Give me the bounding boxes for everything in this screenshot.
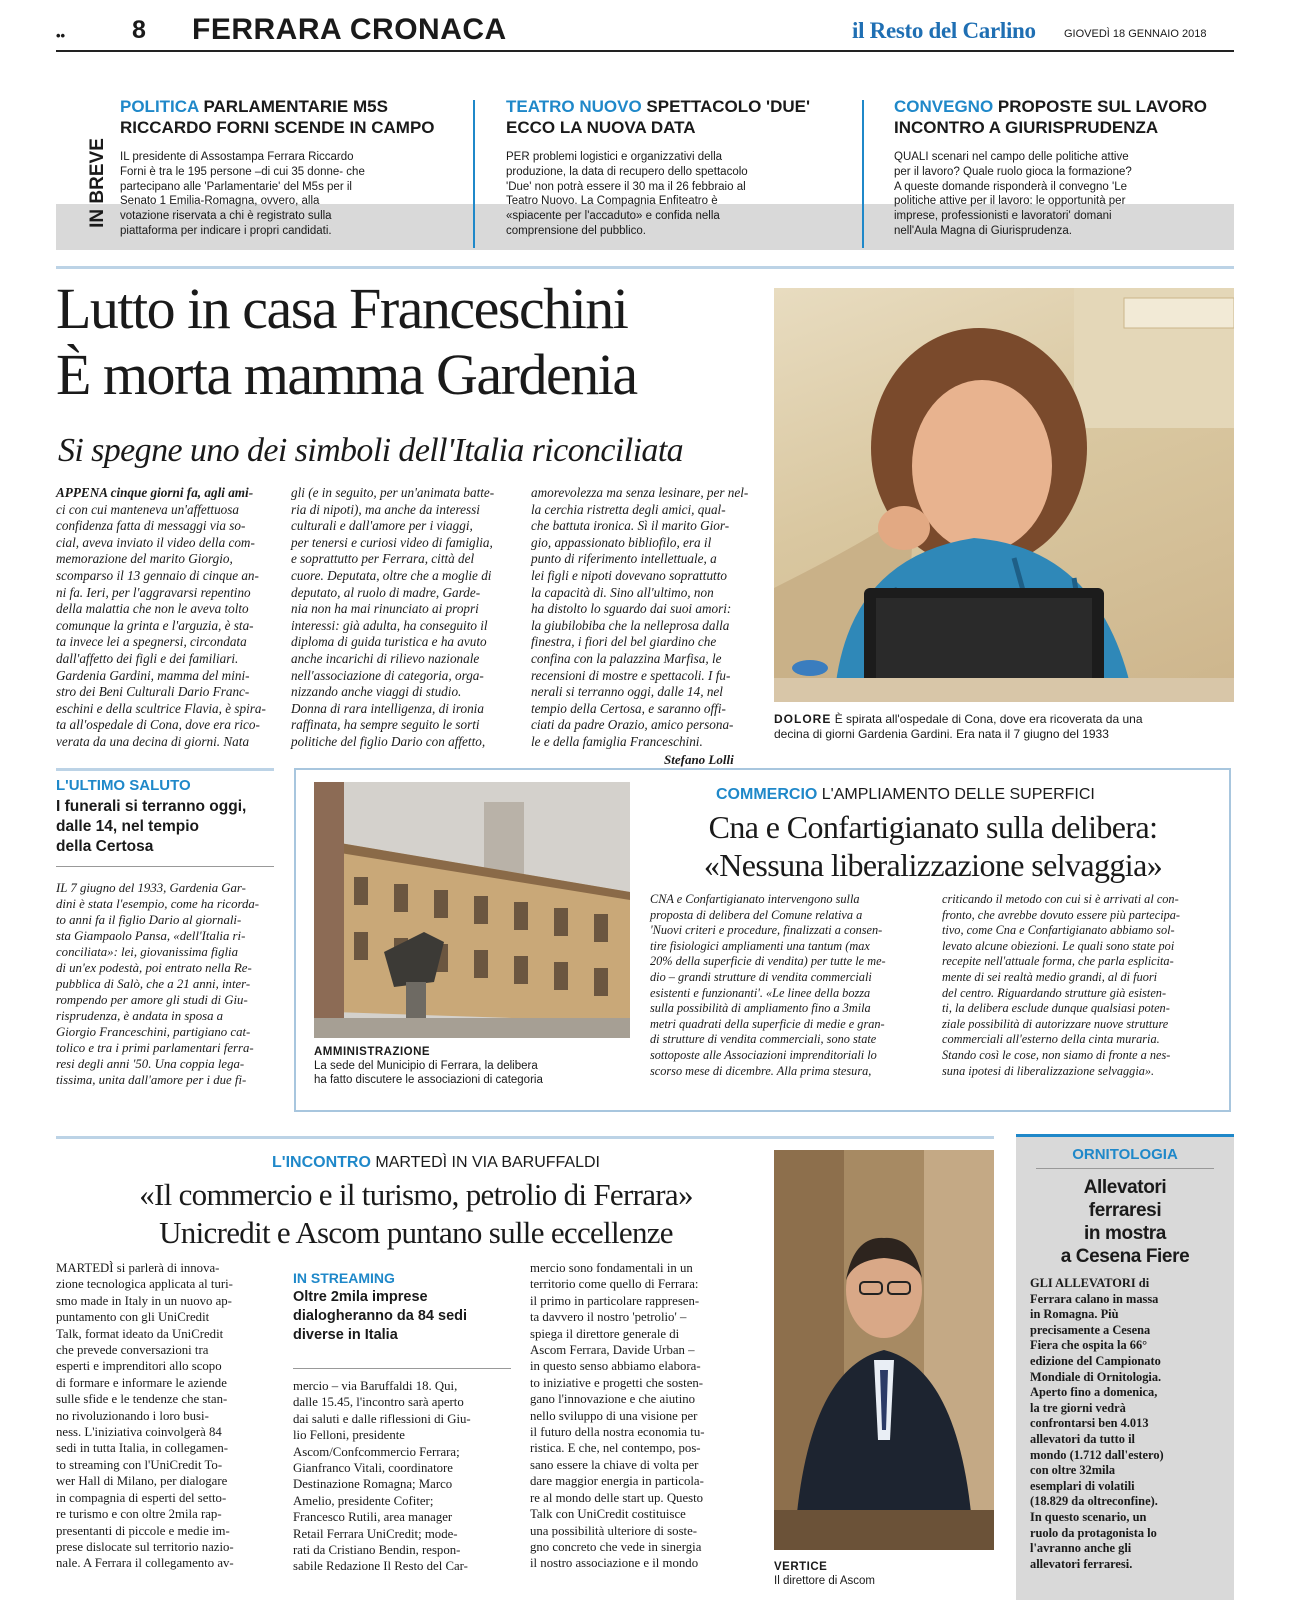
text-line: confina con la palazzina Marfisa, le [531, 650, 722, 666]
text-line: commerciali all'esterno della cinta muraria. [942, 1032, 1160, 1047]
photo-caption [774, 1560, 994, 1588]
main-headline-line: È morta mamma Gardenia [56, 342, 637, 407]
in-breve-divider [862, 100, 864, 248]
text-line: Gardenia Gardini, mamma del mini- [56, 667, 250, 683]
sidebar-title-line: della Certosa [56, 838, 154, 855]
brief-line: 'Due' non potrà essere il 30 ma il 26 febbraio al [506, 180, 746, 193]
brief-teatro [506, 96, 856, 239]
text-line: punto di riferimento intellettuale, a [531, 551, 717, 567]
text-line: cial, aveva inviato il video della com- [56, 534, 255, 550]
text-line: allevatori da tutto il [1030, 1431, 1135, 1446]
text-line: che prevede conversazioni tra [56, 1343, 209, 1358]
photo-caption [314, 1045, 634, 1087]
brief-line: per il lavoro? Quale ruolo gioca la formazione? [894, 165, 1132, 178]
brief-title: PROPOSTE SUL LAVORO [997, 97, 1207, 116]
section-rule [56, 266, 1234, 269]
text-line: (18.829 da oltreconfine). [1030, 1494, 1158, 1509]
caption-text: La sede del Municipio di Ferrara, la delibera [314, 1060, 538, 1072]
section-title: FERRARA CRONACA [192, 13, 507, 46]
caption-label: VERTICE [774, 1561, 828, 1573]
kicker-label: COMMERCIO [716, 786, 818, 803]
text-line: IL 7 giugno del 1933, Gardenia Gar- [56, 881, 246, 895]
headline-line: «Il commercio e il turismo, petrolio di Ferrara» [139, 1177, 693, 1212]
text-line: eschini e della scultrice Flavia, è spira- [56, 700, 266, 716]
text-line: ha distolto lo sguardo dai suoi amori: [531, 601, 732, 617]
brief-line: partecipano alle 'Parlamentarie' del M5s per il [120, 180, 352, 193]
text-line: recensioni di mostre e spettacoli. I fu- [531, 667, 731, 683]
streaming-box [293, 1270, 513, 1366]
commercio-column-1 [650, 892, 928, 1079]
sidebar-title [56, 797, 246, 857]
text-line: smo made in Italy in un nuovo ap- [56, 1293, 232, 1308]
photo-caption [774, 712, 1234, 742]
text-line: nerali si terranno oggi, dalle 14, nel [531, 684, 723, 700]
text-line: Talk con UniCredit costituisce [530, 1507, 686, 1522]
text-line: ni fa. Ieri, per l'aggravarsi repentino [56, 584, 251, 600]
text-line: levato alcune obiezioni. Le quali sono state poi [942, 938, 1175, 953]
text-line: zione tecnologica applicata al turi- [56, 1277, 233, 1292]
brief-title: PARLAMENTARIE M5S [203, 97, 388, 116]
text-line: ta davvero il nostro 'petrolio' – [530, 1310, 687, 1325]
newspaper-logo: il Resto del Carlino [852, 18, 1036, 43]
box-kicker: IN STREAMING [293, 1270, 395, 1286]
ornitologia-title [1016, 1176, 1234, 1268]
text-line: puntamento con gli UniCredit [56, 1310, 210, 1325]
text-line: resi degli anni '50. Una coppia lega- [56, 1057, 245, 1071]
text-line: cuore. Deputata, oltre che a moglie di [291, 567, 492, 583]
text-line: 20% della superficie di vendita) per tutte le me- [650, 954, 886, 969]
box-title-line: dialogheranno da 84 sedi [293, 1308, 468, 1324]
text-line: recepite nell'attuale forma, che parla esplicita- [942, 954, 1174, 969]
text-line: raffinata, ha sempre seguito le sorti [291, 717, 480, 733]
text-line: re al mondo delle start up. Questo [530, 1490, 704, 1505]
brief-line: nell'Aula Magna di Giurisprudenza. [894, 224, 1072, 237]
incontro-kicker [56, 1154, 816, 1172]
text-line: lio Felloni, presidente [293, 1428, 405, 1443]
section-rule [56, 1136, 994, 1139]
brief-line: comprensione del pubblico. [506, 224, 647, 237]
text-line: Mondiale di Ornitologia. [1030, 1369, 1162, 1384]
text-line: la tre giorni vedrà [1030, 1400, 1126, 1415]
kicker-text: L'AMPLIAMENTO DELLE SUPERFICI [821, 786, 1095, 803]
commercio-headline [648, 808, 1218, 884]
brief-kicker: TEATRO NUOVO [506, 97, 642, 116]
text-line: ness. L'iniziativa coinvolgerà 84 [56, 1425, 222, 1440]
text-line: in Romagna. Più [1030, 1307, 1119, 1322]
text-line: confrontarsi ben 4.013 [1030, 1416, 1149, 1431]
text-line: sottoposte alle Associazioni imprenditoriali lo [650, 1047, 877, 1062]
text-line: Gianfranco Vitali, coordinatore [293, 1461, 453, 1476]
text-line: ta invece lei a spegnersi, circondata [56, 634, 247, 650]
text-line: sabile Redazione Il Resto del Car- [293, 1559, 468, 1574]
text-line: ziale possibilità di autorizzare nuove strutture [942, 1016, 1169, 1031]
text-line: rompendo per amore gli studi di Giu- [56, 993, 248, 1007]
text-line: ruolo da protagonista lo [1030, 1525, 1157, 1540]
headline-line: «Nessuna liberalizzazione selvaggia» [703, 847, 1163, 883]
main-column-1 [56, 485, 274, 751]
text-line: gno concreto che vede in sinergia [530, 1539, 702, 1554]
text-line: la capacità di. Sino all'ultimo, non [531, 584, 714, 600]
issue-date: GIOVEDÌ 18 GENNAIO 2018 [1064, 28, 1207, 40]
main-column-2 [291, 485, 513, 751]
page-corner-mark: •• [56, 28, 66, 43]
text-line: gio, appassionato bibliofilo, era il [531, 534, 712, 550]
text-line: tissima, unita dall'amore per i due fi- [56, 1073, 247, 1087]
portrait-photo [774, 288, 1234, 702]
text-line: dio – grandi strutture di vendita commerciali [650, 969, 872, 984]
headline-line: Unicredit e Ascom puntano sulle eccellenze [159, 1215, 673, 1250]
text-line: mente di sei realtà medio grandi, al di fuori [942, 969, 1158, 984]
text-line: APPENA cinque giorni fa, agli ami- [56, 485, 254, 500]
text-line: il nostro associazione e il mondo [530, 1556, 699, 1571]
text-line: proposta di delibera del Comune relativa a [650, 907, 863, 922]
text-line: tempio della Certosa, e saranno offi- [531, 700, 726, 716]
brief-kicker: CONVEGNO [894, 97, 994, 116]
text-line: l'avranno anche gli [1030, 1541, 1132, 1556]
text-line: nello sviluppo di una visione per [530, 1408, 698, 1423]
text-line: nizzando anche viaggi di studio. [291, 684, 462, 700]
text-line: politiche del figlio Dario con affetto, [291, 733, 486, 749]
text-line: GLI ALLEVATORI di [1030, 1276, 1150, 1290]
text-line: wer Hall di Milano, per dialogare [56, 1474, 228, 1489]
text-line: Aperto fino a domenica, [1030, 1385, 1158, 1400]
text-line: presentanti di piccole e medie im- [56, 1523, 230, 1538]
sidebar-rule [56, 866, 274, 867]
text-line: una possibilità ulteriore di soste- [530, 1523, 698, 1538]
kicker-label: L'INCONTRO [272, 1154, 371, 1171]
brief-line: A queste domande risponderà il convegno 'Le [894, 180, 1127, 193]
municipio-illustration [314, 782, 630, 1038]
brief-kicker: POLITICA [120, 97, 199, 116]
text-line: esemplari di volatili [1030, 1478, 1135, 1493]
caption-label: AMMINISTRAZIONE [314, 1046, 431, 1058]
vertice-illustration [774, 1150, 994, 1550]
text-line: Ascom/Confcommercio Ferrara; [293, 1444, 460, 1459]
text-line: culturali e dall'amore per i viaggi, [291, 518, 473, 534]
text-line: ria di nipoti), ma anche da interessi [291, 501, 480, 517]
text-line: scomparso il 13 gennaio di cinque an- [56, 567, 259, 583]
text-line: esistenti e funzionanti'. «Le linee della bozza [650, 985, 871, 1000]
text-line: dare maggior energia in particola- [530, 1474, 704, 1489]
text-line: ti, la delibera esclude dunque qualsiasi poten- [942, 1001, 1170, 1016]
text-line: Retail Ferrara UniCredit; mode- [293, 1526, 458, 1541]
text-line: sta Giampaolo Pansa, «dell'Italia ri- [56, 929, 246, 943]
text-line: memorazione del marito Giorgio, [56, 551, 233, 567]
brief-line: produzione, la data di recupero dello spettacolo [506, 165, 748, 178]
text-line: deputato, al ruolo di madre, Garde- [291, 584, 481, 600]
title-line: a Cesena Fiere [1060, 1246, 1190, 1267]
text-line: 'Nuovi criteri e procedure, finalizzati a consen- [650, 923, 883, 938]
text-line: Ascom Ferrara, Davide Urban – [530, 1343, 695, 1358]
text-line: Francesco Rutili, area manager [293, 1510, 453, 1525]
box-title-line: diverse in Italia [293, 1327, 398, 1343]
sidebar-title-line: I funerali si terranno oggi, [56, 798, 247, 815]
brief-line: IL presidente di Assostampa Ferrara Riccardo [120, 151, 354, 163]
text-line: della malattia che non le aveva tolto [56, 601, 249, 617]
brief-line: Senato 1 Emilia-Romagna, ovvero, alla [120, 195, 320, 208]
text-line: ta all'ospedale di Cona, dove era rico- [56, 717, 260, 733]
brief-convegno [894, 96, 1239, 239]
text-line: ciati da padre Orazio, amico persona- [531, 717, 734, 733]
caption-text: Il direttore di Ascom [774, 1575, 875, 1587]
text-line: lei figli e nipoti dovevano soprattutto [531, 567, 727, 583]
text-line: mercio – via Baruffaldi 18. Qui, [293, 1379, 458, 1393]
text-line: la cerchia ristretta degli amici, qual- [531, 501, 726, 517]
text-line: ristica. E che, nel contempo, pos- [530, 1441, 701, 1456]
incontro-column-1 [56, 1260, 276, 1572]
text-line: Donna di rara intelligenza, di ironia [291, 700, 484, 716]
brief-line: PER problemi logistici e organizzativi della [506, 151, 723, 163]
byline: Stefano Lolli [664, 752, 734, 767]
text-line: le e della famiglia Franceschini. [531, 733, 703, 749]
text-line: Giorgio Franceschini, partigiano cat- [56, 1025, 251, 1039]
text-line: in compagnia di esperti del setto- [56, 1490, 227, 1505]
text-line: pubblica di Salò, che a 21 anni, inter- [56, 977, 251, 991]
text-line: re turismo e con oltre 2mila rap- [56, 1507, 222, 1522]
incontro-column-3 [530, 1260, 754, 1572]
header-rule [56, 50, 1234, 52]
text-line: che battuta ironica. Sì il marito Gior- [531, 518, 730, 534]
text-line: MARTEDÌ si parlerà di innova- [56, 1261, 220, 1275]
box-title [293, 1288, 513, 1345]
text-line: la giubilobiba che la nelleprosa dalla [531, 617, 730, 633]
text-line: sedi in tutta Italia, in collegamen- [56, 1441, 228, 1456]
text-line: Destinazione Romagna; Marco [293, 1477, 453, 1492]
text-line: nale. A Ferrara il collegamento av- [56, 1556, 234, 1571]
text-line: Ferrara calano in massa [1030, 1291, 1159, 1306]
text-line: Talk, format ideato da UniCredit [56, 1326, 224, 1341]
text-line: dall'affetto dei figli e dei familiari. [56, 650, 239, 666]
section-rule [56, 768, 274, 771]
text-line: il primo in particolare rappresen- [530, 1293, 700, 1308]
text-line: gano l'innovazione e che aiutino [530, 1392, 696, 1407]
caption-text: decina di giorni Gardenia Gardini. Era nata il 7 giugno del 1933 [774, 727, 1109, 741]
text-line: allevatori ferraresi. [1030, 1556, 1133, 1571]
text-line: In questo scenario, un [1030, 1509, 1147, 1524]
caption-text: ha fatto discutere le associazioni di categoria [314, 1074, 543, 1086]
ornitologia-rule [1036, 1168, 1214, 1169]
text-line: nell'associazione di categoria, orga- [291, 667, 484, 683]
brief-title: INCONTRO A GIURISPRUDENZA [894, 118, 1159, 137]
text-line: tire fisiologici ampliamenti una tantum (max [650, 938, 870, 953]
text-line: sano essere la chiave di volta per [530, 1457, 699, 1472]
text-line: fronto, che avrebbe dovuto essere più partecipa- [942, 907, 1181, 922]
text-line: suna ipotesi di liberalizzazione selvaggia». [942, 1063, 1155, 1078]
ornitologia-body [1030, 1276, 1226, 1572]
text-line: il futuro della nostra economia tu- [530, 1425, 705, 1440]
brief-line: piattaforma per indicare i propri candidati. [120, 224, 332, 237]
text-line: to anni fa il figlio Dario al giornali- [56, 913, 242, 927]
ornitologia-top-rule [1016, 1134, 1234, 1137]
text-line: amorevolezza ma senza lesinare, per nel- [531, 485, 749, 500]
text-line: risprudenza, è andata in sposa a [56, 1009, 224, 1023]
text-line: Stando così le cose, non siamo di fronte a nes- [942, 1047, 1171, 1062]
text-line: di formare e informare le aziende [56, 1375, 227, 1390]
title-line: ferraresi [1088, 1200, 1162, 1221]
text-line: mondo (1.712 dall'estero) [1030, 1447, 1164, 1462]
brief-title: ECCO LA NUOVA DATA [506, 118, 696, 137]
text-line: ci con cui manteneva un'affettuosa [56, 501, 240, 517]
text-line: di strutture di vendita commerciali, sono state [650, 1032, 877, 1047]
sidebar-kicker: L'ULTIMO SALUTO [56, 777, 191, 794]
sidebar-title-line: dalle 14, nel tempio [56, 818, 199, 835]
text-line: mercio sono fondamentali in un [530, 1261, 693, 1275]
main-subhead: Si spegne uno dei simboli dell'Italia riconciliata [58, 432, 684, 469]
kicker-text: MARTEDÌ IN VIA BARUFFALDI [375, 1154, 600, 1171]
text-line: verata da una decina di giorni. Nata [56, 733, 250, 749]
brief-line: «spiacente per l'accaduto» e confida nella [506, 210, 720, 223]
text-line: CNA e Confartigianato intervengono sulla [650, 892, 860, 906]
text-line: anche incarichi di rilievo nazionale [291, 650, 480, 666]
caption-text: È spirata all'ospedale di Cona, dove era ricoverata da una [834, 712, 1143, 726]
incontro-headline [46, 1176, 786, 1252]
brief-title: RICCARDO FORNI SCENDE IN CAMPO [120, 118, 435, 137]
text-line: Amelio, presidente Cofiter; [293, 1493, 434, 1508]
text-line: in questo senso abbiamo elabora- [530, 1359, 701, 1374]
text-line: con oltre 32mila [1030, 1463, 1116, 1478]
text-line: Fiera che ospita la 66° [1030, 1338, 1148, 1353]
brief-line: imprese, professionisti e lavoratori' domani [894, 210, 1112, 223]
main-headline-line: Lutto in casa Franceschini [56, 276, 628, 341]
municipio-photo [314, 782, 630, 1038]
incontro-column-2 [293, 1378, 511, 1575]
brief-line: Teatro Nuovo. La Compagnia Enfiteatro è [506, 195, 718, 208]
text-line: criticando il metodo con cui si è arrivati al con- [942, 892, 1179, 906]
text-line: nia non ha mai rinunciato ai propri [291, 601, 479, 617]
portrait-illustration [774, 288, 1234, 702]
text-line: precisamente a Cesena [1030, 1322, 1151, 1337]
text-line: per tenersi e curiosi video di famiglia, [291, 534, 493, 550]
brief-line: QUALI scenari nel campo delle politiche attive [894, 151, 1129, 163]
text-line: finestra, i fiori del bel giardino che [531, 634, 717, 650]
text-line: tivo, come Cna e Confartigianato abbiamo sol- [942, 923, 1175, 938]
text-line: rati da Cristiano Bendin, respon- [293, 1543, 461, 1558]
text-line: comunque la grinta e l'arguzia, è sta- [56, 617, 254, 633]
brief-politica [120, 96, 470, 239]
text-line: to streaming con l'UniCredit To- [56, 1457, 223, 1472]
text-line: no rivoluzionando i loro busi- [56, 1408, 209, 1423]
title-line: Allevatori [1083, 1177, 1167, 1198]
brief-title: SPETTACOLO 'DUE' [646, 97, 811, 116]
text-line: conciliata»: lei, giovanissima figlia [56, 945, 238, 959]
text-line: prese dislocate sul territorio nazio- [56, 1539, 234, 1554]
brief-line: politiche attive per il lavoro: le opportunità per [894, 195, 1126, 208]
main-column-3 [531, 485, 753, 751]
text-line: stro dei Beni Culturali Dario Franc- [56, 684, 250, 700]
text-line: dini è stata l'esempio, come ha ricorda- [56, 897, 260, 911]
text-line: esperti e imprenditori allo scopo [56, 1359, 222, 1374]
text-line: metri quadrati della superficie di medie e gran- [650, 1016, 885, 1031]
text-line: interessi: già adulta, ha conseguito il [291, 617, 488, 633]
in-breve-divider [473, 100, 475, 248]
text-line: confidenza fatta di messaggi via so- [56, 518, 246, 534]
brief-line: votazione riservata a chi è registrato sulla [120, 210, 332, 223]
caption-label: DOLORE [774, 712, 832, 726]
brief-line: Forni è tra le 195 persone –di cui 35 donne- che [120, 165, 365, 178]
commercio-kicker [716, 786, 1095, 804]
text-line: tolico e tra i primi parlamentari ferra- [56, 1041, 254, 1055]
text-line: del centro. Riguardando strutture già esisten- [942, 985, 1167, 1000]
in-breve-label: IN BREVE [87, 138, 108, 228]
text-line: to iniziative e progetti che sosten- [530, 1375, 704, 1390]
vertice-photo [774, 1150, 994, 1550]
box-title-line: Oltre 2mila imprese [293, 1289, 428, 1305]
text-line: di un'ex podestà, poi entrato nella Re- [56, 961, 252, 975]
sidebar-body [56, 880, 274, 1088]
title-line: in mostra [1084, 1223, 1166, 1244]
text-line: e soprattutto per Ferrara, città del [291, 551, 475, 567]
text-line: sulla possibilità di ampliamento fino a 3mila [650, 1001, 871, 1016]
commercio-column-2 [942, 892, 1220, 1079]
text-line: diploma di guida turistica e ha avuto [291, 634, 487, 650]
text-line: sulle sfide e le tendenze che stan- [56, 1392, 228, 1407]
text-line: spiega il direttore generale di [530, 1326, 680, 1341]
ornitologia-kicker: ORNITOLOGIA [1072, 1146, 1178, 1163]
text-line: territorio come quello di Ferrara: [530, 1277, 699, 1292]
text-line: dalle 15.45, l'incontro sarà aperto [293, 1395, 464, 1410]
text-line: edizione del Campionato [1030, 1353, 1161, 1368]
box-rule [293, 1368, 511, 1369]
text-line: scorso mese di dicembre. Alla prima stesura, [650, 1063, 872, 1078]
headline-line: Cna e Confartigianato sulla delibera: [708, 809, 1158, 845]
page-number: 8 [132, 16, 146, 44]
text-line: dai saluti e dalle riflessioni di Giu- [293, 1411, 471, 1426]
text-line: gli (e in seguito, per un'animata batte- [291, 485, 495, 500]
main-headline [56, 276, 756, 408]
